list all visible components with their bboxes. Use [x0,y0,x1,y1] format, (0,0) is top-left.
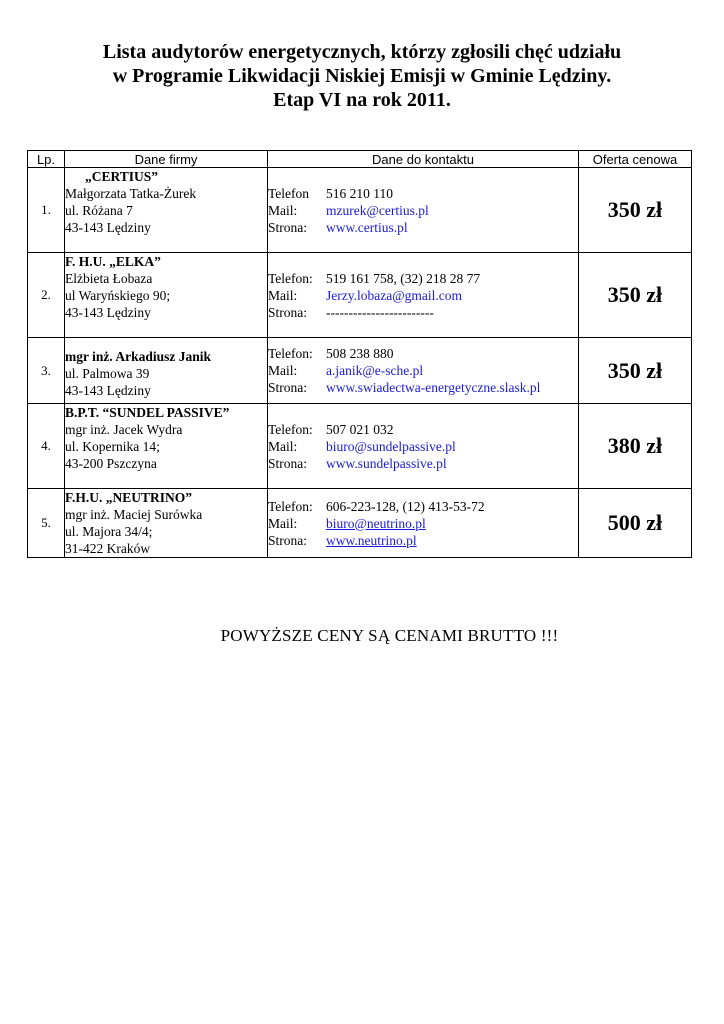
contact-cell [268,253,579,338]
phone-label: Telefon: [268,346,313,361]
firm-line: ul. Różana 7 [65,203,133,218]
phone-value: 516 210 110 [326,185,393,201]
web-row [268,379,578,396]
firm-line: Elżbieta Łobaza [65,271,153,286]
web-link[interactable]: www.certius.pl [326,219,408,235]
price-cell: 350 zł [579,253,692,338]
firm-line: 43-143 Lędziny [65,220,151,235]
title-line-2: w Programie Likwidacji Niskiej Emisji w Gminie Lędziny. [112,65,612,87]
web-row [268,219,578,236]
phone-row [268,345,578,362]
web-value: ------------------------ [326,304,434,320]
web-row [268,455,578,472]
firm-line: 43-143 Lędziny [65,305,151,320]
web-label: Strona: [268,380,307,395]
mail-row [268,438,578,455]
phone-row [268,185,578,202]
web-label: Strona: [268,304,307,320]
web-row [268,304,578,321]
web-link[interactable]: www.sundelpassive.pl [326,455,447,471]
header-price: Oferta cenowa [579,151,692,168]
web-label: Strona: [268,455,307,471]
phone-label: Telefon: [268,270,313,286]
price-cell: 380 zł [579,404,692,489]
firm-line: ul. Majora 34/4; [65,524,153,539]
row-number: 2. [28,253,65,338]
firm-line: ul. Kopernika 14; [65,439,160,454]
phone-value: 508 238 880 [326,346,394,361]
header-contact: Dane do kontaktu [268,151,579,168]
row-number: 3. [28,338,65,404]
contact-cell [268,489,579,558]
firm-cell [65,338,268,404]
firm-line: ul Waryńskiego 90; [65,288,171,303]
mail-link[interactable]: a.janik@e-sche.pl [326,363,424,378]
auditors-table [27,150,692,558]
mail-link[interactable]: biuro@sundelpassive.pl [326,438,456,454]
phone-label: Telefon [268,185,310,201]
phone-row [268,421,578,438]
firm-name: F.H.U. „NEUTRINO” [65,490,193,505]
phone-row [268,498,578,515]
phone-row [268,270,578,287]
phone-value: 507 021 032 [326,421,394,437]
table-row [28,489,692,558]
firm-cell [65,404,268,489]
mail-label: Mail: [268,287,298,303]
gross-prices-note: POWYŻSZE CENY SĄ CENAMI BRUTTO !!! [220,626,559,645]
phone-label: Telefon: [268,498,313,514]
firm-name: F. H.U. „ELKA” [65,254,161,269]
web-label: Strona: [268,219,307,235]
mail-label: Mail: [268,438,298,454]
table-row [28,338,692,404]
web-link[interactable]: www.swiadectwa-energetyczne.slask.pl [326,380,541,395]
document-title [0,40,724,112]
firm-line: mgr inż. Jacek Wydra [65,422,183,437]
firm-line: ul. Palmowa 39 [65,366,150,381]
contact-cell [268,338,579,404]
mail-label: Mail: [268,363,298,378]
row-number: 1. [28,168,65,253]
web-label: Strona: [268,532,307,548]
mail-row [268,287,578,304]
mail-link[interactable]: mzurek@certius.pl [326,202,429,218]
mail-row [268,202,578,219]
firm-name: B.P.T. “SUNDEL PASSIVE” [65,405,230,420]
table-row [28,168,692,253]
mail-row [268,362,578,379]
contact-cell [268,404,579,489]
mail-link[interactable]: Jerzy.lobaza@gmail.com [326,287,463,303]
contact-cell [268,168,579,253]
mail-row [268,515,578,532]
firm-line: Małgorzata Tatka-Żurek [65,186,197,201]
firm-line: 31-422 Kraków [65,541,151,556]
firm-line: 43-143 Lędziny [65,383,151,398]
phone-value: 519 161 758, (32) 218 28 77 [326,270,481,286]
row-number: 4. [28,404,65,489]
firm-cell [65,253,268,338]
price-cell: 350 zł [579,168,692,253]
web-link[interactable]: www.neutrino.pl [326,532,417,548]
row-number: 5. [28,489,65,558]
mail-link[interactable]: biuro@neutrino.pl [326,515,426,531]
title-line-3: Etap VI na rok 2011. [273,89,451,111]
price-cell: 500 zł [579,489,692,558]
price-cell: 350 zł [579,338,692,404]
web-row [268,532,578,549]
header-lp: Lp. [28,151,65,168]
firm-name: „CERTIUS” [85,169,159,184]
firm-name: mgr inż. Arkadiusz Janik [65,349,212,364]
header-firm: Dane firmy [65,151,268,168]
firm-cell [65,168,268,253]
table-row [28,404,692,489]
firm-line: 43-200 Pszczyna [65,456,157,471]
phone-label: Telefon: [268,421,313,437]
phone-value: 606-223-128, (12) 413-53-72 [326,498,485,514]
table-row [28,253,692,338]
firm-line: mgr inż. Maciej Surówka [65,507,203,522]
table-header-row [28,151,692,168]
mail-label: Mail: [268,515,298,531]
firm-cell [65,489,268,558]
mail-label: Mail: [268,202,298,218]
title-line-1: Lista audytorów energetycznych, którzy zgłosili chęć udziału [102,41,622,63]
